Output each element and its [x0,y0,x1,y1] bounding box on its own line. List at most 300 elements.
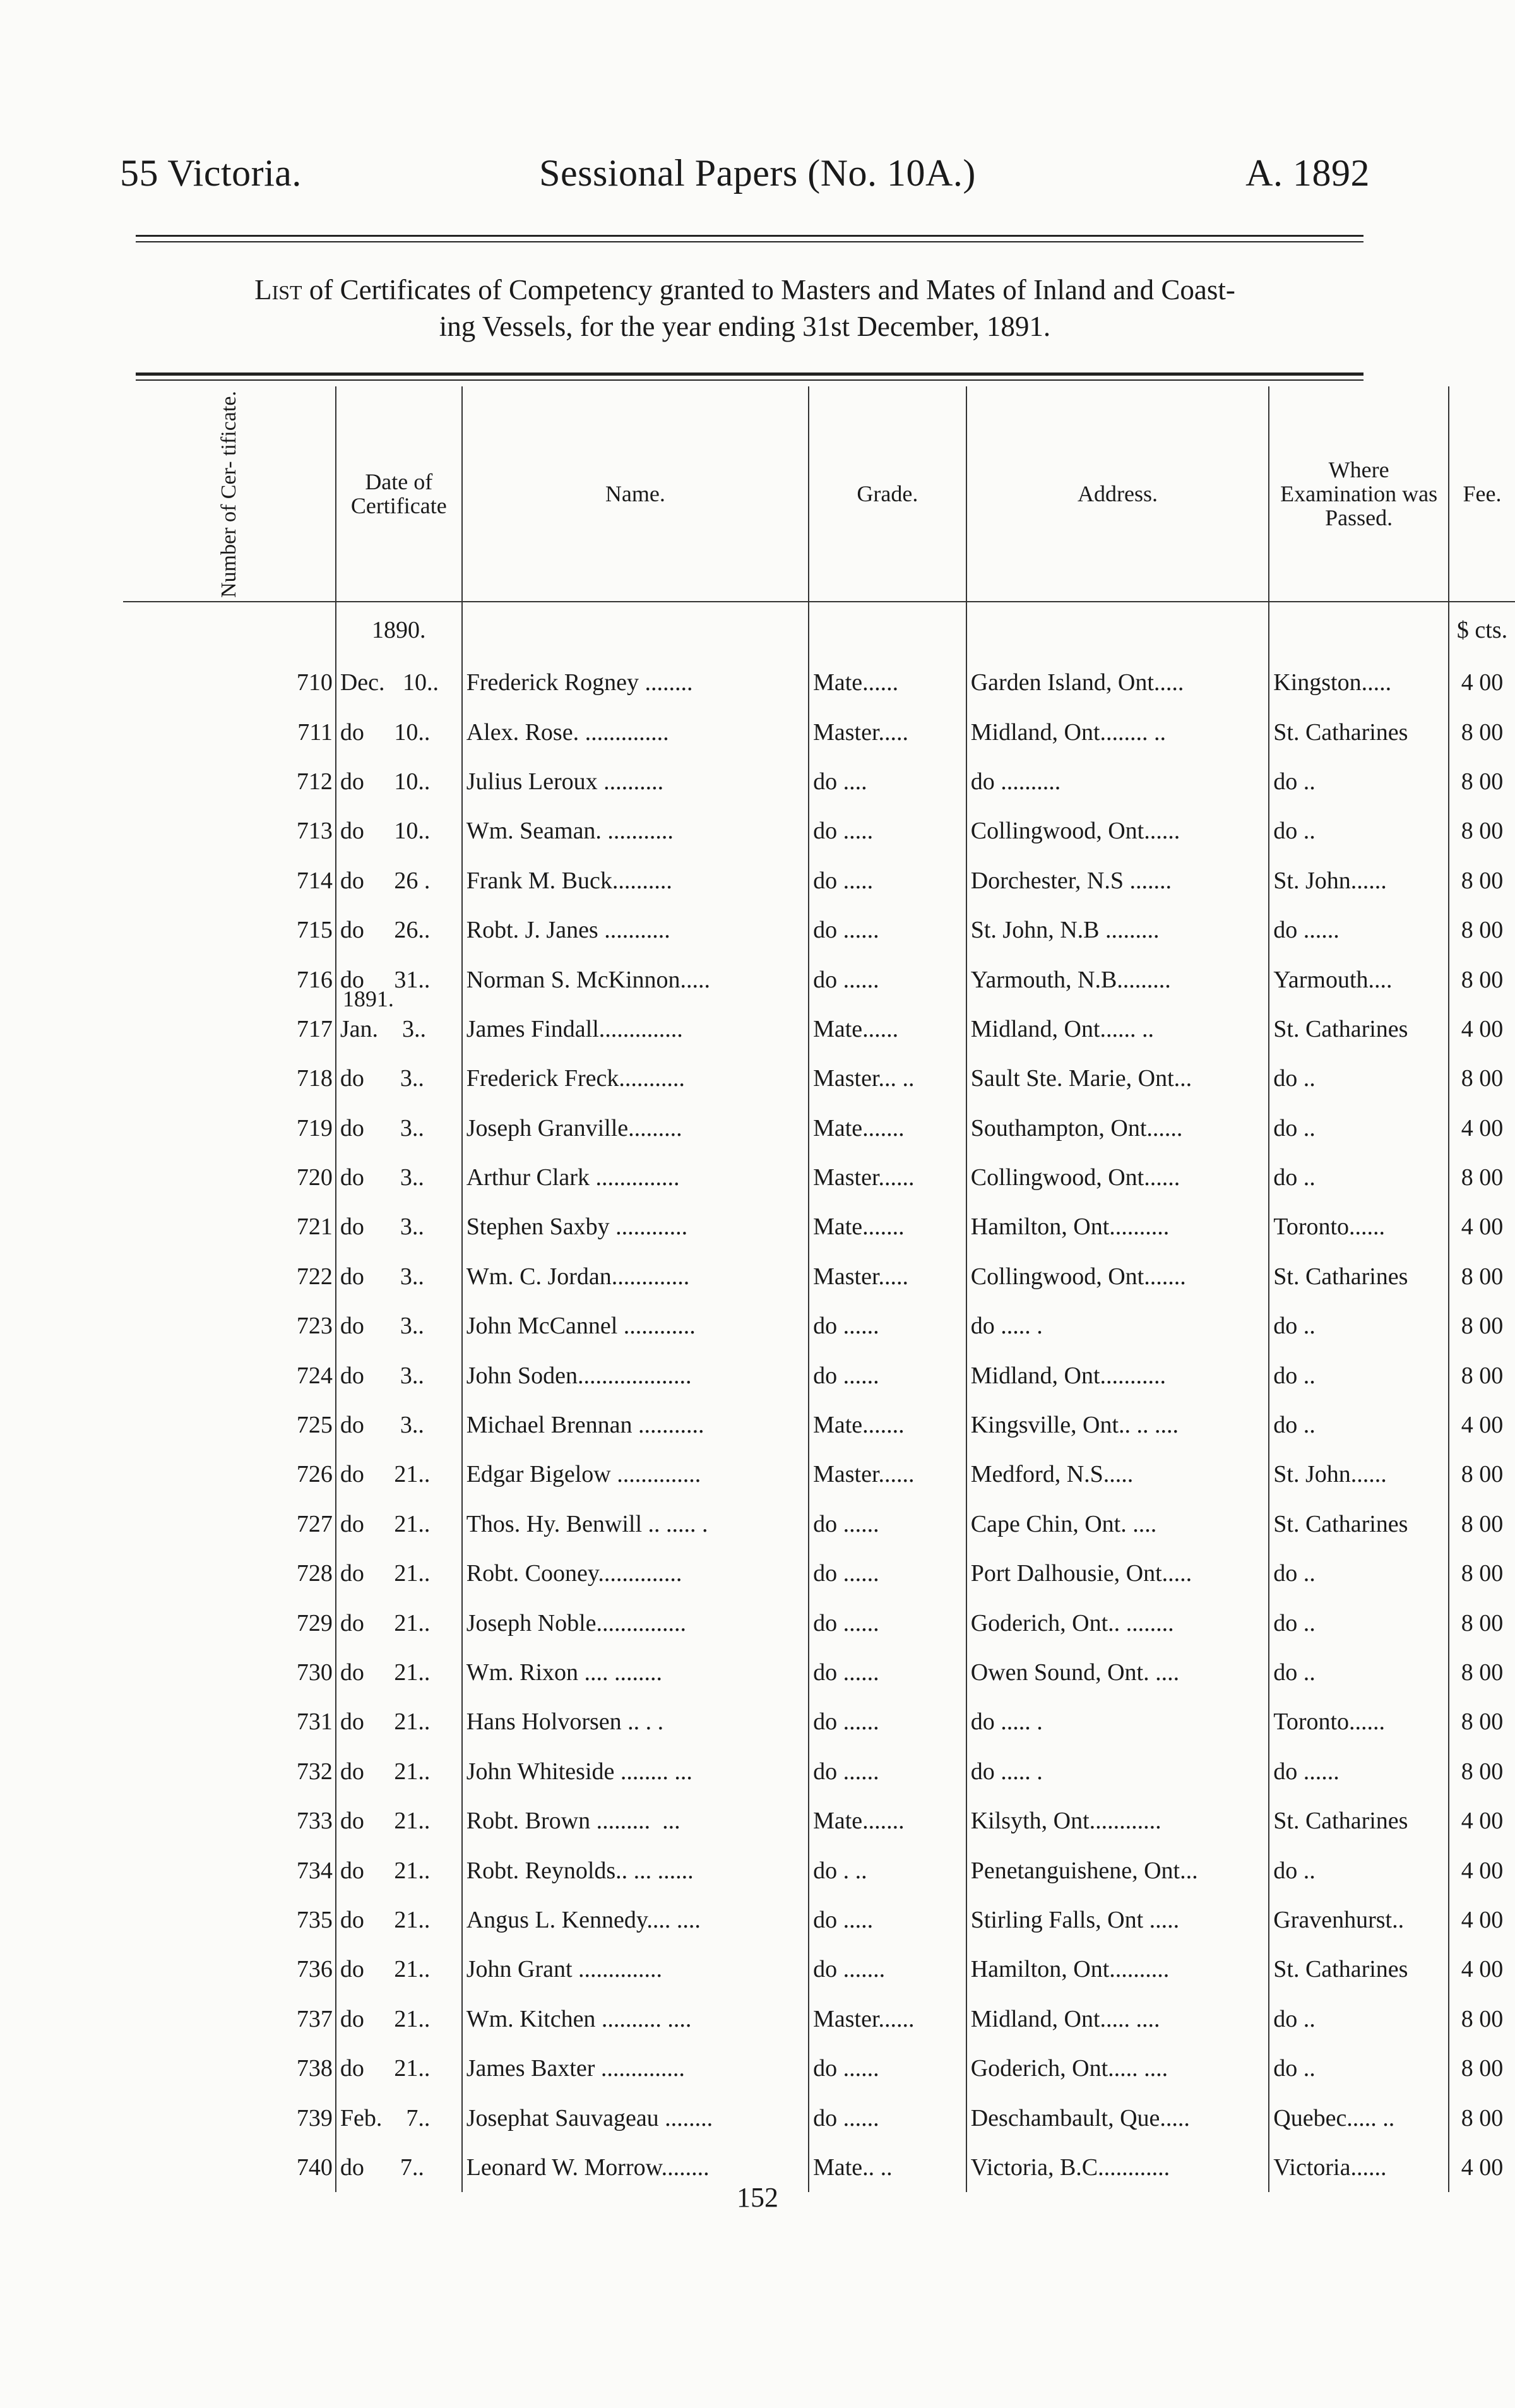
cell-address [966,1301,1269,1350]
cell-name [462,1400,809,1450]
cell-grade-text: do ...... [813,1708,879,1736]
cell-num [123,2093,336,2142]
cell-name-text: John Whiteside ........ ... [466,1758,692,1785]
table-row [123,1549,1515,1598]
cell-date [336,1747,462,1796]
cell-fee [1449,1648,1515,1697]
cell-fee-text: 8 00 [1461,768,1504,795]
cell-num-text: 739 [296,2104,333,2131]
cell-address [966,856,1269,905]
table-row [123,1994,1515,2044]
cell-address-text: St. John, N.B ......... [970,917,1160,944]
cell-where [1269,1400,1449,1450]
cell-fee-text: 8 00 [1461,1609,1504,1636]
cell-name [462,707,809,756]
cell-where-text: do .. [1273,1412,1316,1439]
header-rule-bottom [136,241,1364,242]
header-rule-top [136,235,1364,237]
cell-grade [809,1697,966,1746]
cell-grade-text: Mate...... [813,1015,899,1042]
cell-where-text: Quebec..... .. [1273,2104,1395,2131]
cell-fee [1449,757,1515,806]
cell-where-text: do ...... [1273,1758,1340,1785]
table-top-rule [136,373,1364,376]
cell-date-text: do 3.. [340,1263,424,1290]
cell-address [966,1450,1269,1499]
cell-address [966,806,1269,855]
cell-name [462,1697,809,1746]
cell-where-text: St. Catharines [1273,1510,1408,1537]
cell-address [966,1945,1269,1994]
cell-fee [1449,1598,1515,1647]
cell-where [1269,856,1449,905]
cell-address [966,1252,1269,1301]
cell-name-text: Wm. Kitchen .......... .... [466,2005,692,2032]
cell-date-text: do 3.. [340,1065,424,1092]
cell-date-text: do 3.. [340,1213,424,1241]
cell-where [1269,1004,1449,1054]
cell-fee [1449,2093,1515,2142]
cell-date-text: do 3.. [340,1362,424,1389]
cell-where-text: do .. [1273,2005,1316,2032]
cell-name [462,1004,809,1054]
cell-name [462,1598,809,1647]
cell-address-text: Yarmouth, N.B......... [970,966,1171,993]
cell-address-text: Hamilton, Ont.......... [970,1956,1170,1983]
cell-num [123,806,336,855]
cell-fee [1449,707,1515,756]
cell-grade [809,1202,966,1251]
certificates-table [123,386,1515,2192]
cell-address-text: Collingwood, Ont...... [970,818,1180,845]
cell-address-text: Stirling Falls, Ont ..... [970,1906,1180,1933]
cell-date-text: do 26.. [340,917,431,944]
cell-date [336,986,462,1054]
column-number [123,386,336,602]
cell-fee-text: 8 00 [1461,1560,1504,1587]
cell-date-text: Jan. 3.. [340,1015,427,1042]
cell-date-text: do 7.. [340,2154,424,2181]
cell-date-text: do 21.. [340,1708,431,1736]
cell-grade-text: do ...... [813,1560,879,1587]
cell-num-text: 724 [296,1362,333,1389]
cell-date-text: do 3.. [340,1114,424,1141]
cell-address-text: Midland, Ont...... .. [970,1015,1155,1042]
cell-fee-text: 8 00 [1461,966,1504,993]
cell-grade [809,707,966,756]
cell-date [336,1450,462,1499]
cell-fee-text: 8 00 [1461,1510,1504,1537]
cell-date [336,1054,462,1103]
cell-num-text: 719 [296,1114,333,1141]
cell-num-text: 716 [296,966,333,993]
cell-date-text: do 21.. [340,1510,431,1537]
cell-num [123,856,336,905]
cell-address-text: Collingwood, Ont....... [970,1263,1186,1290]
cell-grade-text: Master... .. [813,1065,915,1092]
cell-where-text: do .. [1273,1362,1316,1389]
cell-name [462,1648,809,1697]
table-row [123,757,1515,806]
cell-name [462,1747,809,1796]
cell-address-text: Midland, Ont........ .. [970,718,1167,746]
cell-num [123,1301,336,1350]
cell-num [123,1252,336,1301]
cell-where-text: do .. [1273,1065,1316,1092]
cell-num [123,1450,336,1499]
cell-fee [1449,2044,1515,2093]
cell-grade-text: do ...... [813,2104,879,2131]
cell-fee-text: 8 00 [1461,1708,1504,1736]
cell-where [1269,1450,1449,1499]
cell-num [123,1796,336,1845]
cell-name-text: Arthur Clark .............. [466,1164,680,1191]
cell-address [966,1994,1269,2044]
cell-num-text: 731 [296,1708,333,1736]
column-grade [809,386,966,602]
cell-name [462,1153,809,1202]
cell-address [966,1895,1269,1945]
cell-num-text: 723 [296,1313,333,1340]
cell-address-text: Garden Island, Ont..... [970,669,1184,696]
cell-grade-text: do ...... [813,917,879,944]
cell-date [336,1252,462,1301]
cell-num-text: 736 [296,1956,333,1983]
cell-grade-text: do . .. [813,1857,867,1884]
cell-grade [809,1994,966,2044]
cell-address [966,1153,1269,1202]
cell-address-text: Dorchester, N.S ....... [970,867,1172,894]
cell-grade-text: do ...... [813,2055,879,2082]
cell-fee-text: 8 00 [1461,1263,1504,1290]
cell-num-text: 726 [296,1461,333,1488]
cell-grade-text: Mate....... [813,1808,905,1835]
cell-date [336,1845,462,1895]
cell-date-text: do 21.. [340,1659,431,1686]
table-row [123,1697,1515,1746]
cell-where [1269,1153,1449,1202]
cell-where-text: Kingston..... [1273,669,1392,696]
cell-num [123,1153,336,1202]
cell-num [123,757,336,806]
cell-name [462,1895,809,1945]
cell-where-text: St. Catharines [1273,1015,1408,1042]
cell-date [336,856,462,905]
table-row [123,1301,1515,1350]
cell-fee [1449,1994,1515,2044]
cell-address [966,1845,1269,1895]
cell-address [966,2093,1269,2142]
cell-fee-text: 4 00 [1461,1857,1504,1884]
column-address [966,386,1269,602]
table-header-row [123,386,1515,602]
cell-address-text: Southampton, Ont...... [970,1114,1183,1141]
cell-grade [809,1549,966,1598]
cell-date-text: do 3.. [340,1164,424,1191]
cell-year-above: 1891. [342,986,394,1011]
year-row-year: 1890. [336,602,462,658]
cell-num-text: 713 [296,818,333,845]
cell-grade [809,955,966,1004]
cell-fee-text: 8 00 [1461,1313,1504,1340]
cell-date [336,905,462,955]
cell-name [462,955,809,1004]
cell-name-text: Angus L. Kennedy.... .... [466,1906,701,1933]
cell-date-text: do 3.. [340,1313,424,1340]
cell-name-text: Alex. Rose. .............. [466,718,669,746]
column-where-label: Where Examination was Passed. [1280,457,1438,530]
column-fee-label: Fee. [1463,481,1502,506]
cell-date-text: do 21.. [340,1758,431,1785]
cell-fee [1449,1004,1515,1054]
cell-where [1269,1895,1449,1945]
table-row [123,806,1515,855]
cell-name-text: Hans Holvorsen .. . . [466,1708,664,1736]
column-address-label: Address. [1078,481,1158,506]
cell-grade [809,1301,966,1350]
cell-where [1269,707,1449,756]
cell-name [462,1796,809,1845]
cell-grade-text: do ....... [813,1956,886,1983]
cell-fee-text: 8 00 [1461,718,1504,746]
column-grade-label: Grade. [857,481,918,506]
cell-num-text: 725 [296,1412,333,1439]
cell-address-text: Kingsville, Ont.. .. .... [970,1412,1179,1439]
cell-num-text: 730 [296,1659,333,1686]
cell-where-text: St. John...... [1273,867,1387,894]
cell-num-text: 732 [296,1758,333,1785]
cell-address-text: do .......... [970,768,1061,795]
cell-grade-text: Master...... [813,1461,915,1488]
table-row [123,905,1515,955]
cell-where-text: St. John...... [1273,1461,1387,1488]
cell-date [336,1598,462,1647]
cell-date [336,1895,462,1945]
cell-where [1269,1549,1449,1598]
cell-address-text: do ..... . [970,1758,1043,1785]
cell-name-text: Julius Leroux .......... [466,768,664,795]
cell-where [1269,1301,1449,1350]
cell-name-text: Stephen Saxby ............ [466,1213,688,1241]
year-row-number [123,602,336,658]
cell-num-text: 728 [296,1560,333,1587]
table-row [123,1796,1515,1845]
cell-grade [809,658,966,707]
cell-where-text: do .. [1273,1114,1316,1141]
cell-grade [809,1845,966,1895]
cell-where [1269,1697,1449,1746]
cell-grade [809,2044,966,2093]
cell-fee [1449,1252,1515,1301]
header-year: A. 1892 [1245,152,1370,194]
cell-num [123,905,336,955]
cell-where [1269,658,1449,707]
cell-grade [809,1104,966,1153]
column-name [462,386,809,602]
cell-grade [809,2093,966,2142]
cell-date-text: Feb. 7.. [340,2104,431,2131]
cell-date-text: do 21.. [340,1461,431,1488]
table-row [123,1400,1515,1450]
cell-name [462,757,809,806]
cell-where [1269,955,1449,1004]
cell-address [966,757,1269,806]
cell-grade [809,1499,966,1549]
cell-fee-text: 8 00 [1461,1362,1504,1389]
cell-fee-text: 4 00 [1461,1114,1504,1141]
cell-fee [1449,1499,1515,1549]
header-session: 55 Victoria. [120,152,302,194]
table-row [123,1598,1515,1647]
cell-fee [1449,1350,1515,1400]
cell-fee-text: 4 00 [1461,1015,1504,1042]
cell-name [462,1450,809,1499]
cell-where-text: Toronto...... [1273,1708,1386,1736]
cell-address-text: Sault Ste. Marie, Ont... [970,1065,1192,1092]
cell-fee [1449,1400,1515,1450]
cell-grade-text: Master..... [813,1263,909,1290]
cell-where [1269,1252,1449,1301]
table-title [126,271,1364,345]
table-row [123,1153,1515,1202]
cell-date [336,1697,462,1746]
cell-date [336,707,462,756]
table-row [123,1202,1515,1251]
cell-where-text: Toronto...... [1273,1213,1386,1241]
cell-grade [809,1400,966,1450]
cell-date-text: do 31.. [340,966,431,993]
cell-grade [809,856,966,905]
cell-address-text: Hamilton, Ont.......... [970,1213,1170,1241]
cell-fee-text: 4 00 [1461,1412,1504,1439]
cell-num-text: 721 [296,1213,333,1241]
cell-fee [1449,1104,1515,1153]
cell-where-text: do .. [1273,768,1316,795]
year-row-where [1269,602,1449,658]
cell-num [123,1994,336,2044]
table-row [123,1004,1515,1054]
cell-address-text: Penetanguishene, Ont... [970,1857,1198,1884]
cell-date-text: do 10.. [340,768,431,795]
table-row [123,1945,1515,1994]
cell-name-text: Wm. C. Jordan............. [466,1263,690,1290]
cell-name [462,1054,809,1103]
cell-where-text: do .. [1273,1609,1316,1636]
cell-date [336,757,462,806]
cell-fee-text: 8 00 [1461,2055,1504,2082]
cell-num [123,1598,336,1647]
table-row [123,856,1515,905]
cell-num-text: 715 [296,917,333,944]
table-row [123,2093,1515,2142]
cell-address-text: Midland, Ont........... [970,1362,1167,1389]
cell-num-text: 710 [296,669,333,696]
year-row [123,602,1515,658]
cell-name-text: Joseph Noble............... [466,1609,687,1636]
table-row [123,1450,1515,1499]
cell-fee-text: 8 00 [1461,1164,1504,1191]
cell-date-text: do 10.. [340,818,431,845]
cell-address [966,1697,1269,1746]
cell-num [123,1054,336,1103]
table-row [123,1104,1515,1153]
cell-address-text: Goderich, Ont..... .... [970,2055,1168,2082]
cell-fee-text: 4 00 [1461,1808,1504,1835]
cell-grade-text: Mate....... [813,1213,905,1241]
column-fee [1449,386,1515,602]
cell-where [1269,1499,1449,1549]
cell-grade-text: do ...... [813,966,879,993]
cell-where-text: do .. [1273,1560,1316,1587]
cell-num-text: 734 [296,1857,333,1884]
cell-fee [1449,1054,1515,1103]
cell-name [462,1301,809,1350]
cell-grade-text: Master...... [813,1164,915,1191]
cell-num-text: 717 [296,1015,333,1042]
table-row [123,1845,1515,1895]
cell-grade-text: do ...... [813,1510,879,1537]
cell-name [462,1994,809,2044]
cell-date-text: do 26 . [340,867,431,894]
year-row-grade [809,602,966,658]
cell-date [336,1945,462,1994]
cell-num-text: 720 [296,1164,333,1191]
year-row-address [966,602,1269,658]
cell-date [336,1499,462,1549]
cell-fee [1449,658,1515,707]
cell-address-text: do ..... . [970,1313,1043,1340]
cell-address-text: Collingwood, Ont...... [970,1164,1180,1191]
table-row [123,1747,1515,1796]
cell-name [462,1350,809,1400]
cell-name-text: Josephat Sauvageau ........ [466,2104,713,2131]
title-line-1: of Certificates of Competency granted to Masters and Mates of Inland and Coast- [302,274,1235,306]
cell-num-text: 737 [296,2005,333,2032]
cell-address-text: Owen Sound, Ont. .... [970,1659,1180,1686]
cell-grade [809,1747,966,1796]
cell-date [336,1994,462,2044]
cell-address [966,1350,1269,1400]
cell-fee [1449,1796,1515,1845]
cell-name [462,905,809,955]
cell-where [1269,1598,1449,1647]
cell-where-text: do .. [1273,1659,1316,1686]
cell-date [336,1648,462,1697]
cell-date-text: do 21.. [340,1956,431,1983]
cell-date-text: do 3.. [340,1412,424,1439]
cell-date-text: do 21.. [340,2005,431,2032]
cell-name-text: Wm. Seaman. ........... [466,818,674,845]
cell-address [966,1004,1269,1054]
cell-fee-text: 8 00 [1461,1659,1504,1686]
cell-name [462,1252,809,1301]
cell-num-text: 733 [296,1808,333,1835]
cell-fee-text: 8 00 [1461,867,1504,894]
table-row [123,2044,1515,2093]
cell-grade [809,1945,966,1994]
cell-name-text: Robt. Cooney.............. [466,1560,682,1587]
table-row [123,1350,1515,1400]
cell-num [123,707,336,756]
cell-grade-text: Mate....... [813,1412,905,1439]
cell-name-text: Joseph Granville......... [466,1114,682,1141]
cell-address-text: do ..... . [970,1708,1043,1736]
cell-num-text: 740 [296,2154,333,2181]
cell-address [966,1598,1269,1647]
cell-num-text: 722 [296,1263,333,1290]
cell-fee-text: 8 00 [1461,1758,1504,1785]
cell-address-text: Cape Chin, Ont. .... [970,1510,1157,1537]
